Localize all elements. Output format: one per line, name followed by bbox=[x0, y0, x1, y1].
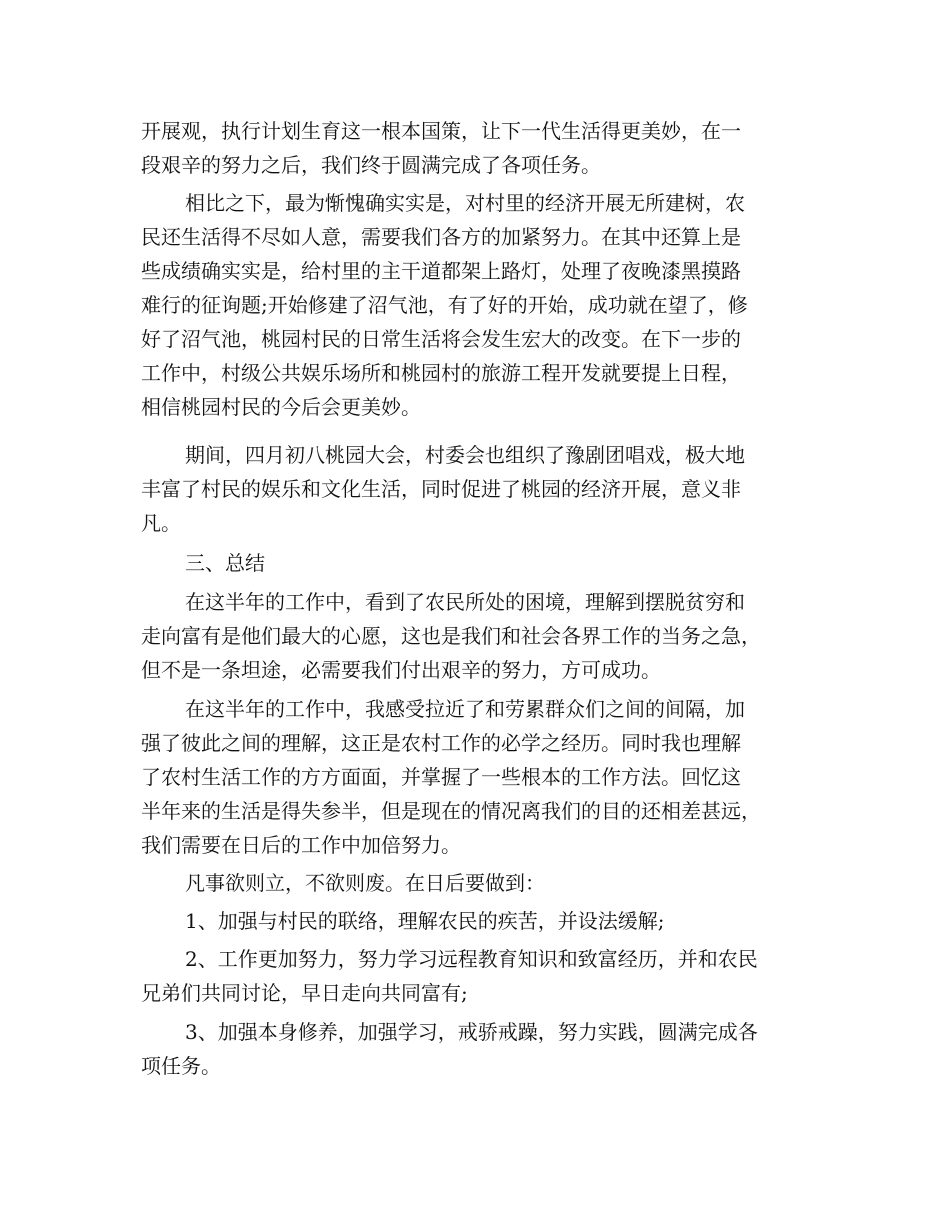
text-line: 段艰辛的努力之后，我们终于圆满完成了各项任务。 bbox=[141, 153, 601, 177]
text-line: 相信桃园村民的今后会更美妙。 bbox=[141, 395, 421, 419]
text-line: 走向富有是他们最大的心愿，这也是我们和社会各界工作的当务之急， bbox=[141, 624, 761, 648]
text-line: 丰富了村民的娱乐和文化生活，同时促进了桃园的经济开展，意义非 bbox=[141, 477, 741, 501]
list-item-continuation: 项任务。 bbox=[141, 1054, 221, 1078]
text-line: 在这半年的工作中，看到了农民所处的困境，理解到摆脱贫穷和 bbox=[185, 590, 745, 614]
text-line: 好了沼气池，桃园村民的日常生活将会发生宏大的改变。在下一步的 bbox=[141, 327, 741, 351]
text-line: 凡。 bbox=[141, 511, 181, 535]
text-line: 期间，四月初八桃园大会，村委会也组织了豫剧团唱戏，极大地 bbox=[185, 443, 745, 467]
text-line: 相比之下，最为惭愧确实实是，对村里的经济开展无所建树，农 bbox=[185, 191, 745, 215]
text-line: 但不是一条坦途，必需要我们付出艰辛的努力，方可成功。 bbox=[141, 658, 661, 682]
text-line: 了农村生活工作的方方面面，并掌握了一些根本的工作方法。回忆这 bbox=[141, 765, 741, 789]
list-item: 2、工作更加努力，努力学习远程教育知识和致富经历，并和农民 bbox=[185, 947, 758, 971]
text-line: 开展观，执行计划生育这一根本国策，让下一代生活得更美妙，在一 bbox=[141, 119, 741, 143]
text-line: 半年来的生活是得失参半，但是现在的情况离我们的目的还相差甚远， bbox=[141, 799, 761, 823]
text-line: 工作中，村级公共娱乐场所和桃园村的旅游工程开发就要提上日程， bbox=[141, 361, 741, 385]
text-line: 些成绩确实实是，给村里的主干道都架上路灯，处理了夜晚漆黑摸路 bbox=[141, 259, 741, 283]
text-line: 我们需要在日后的工作中加倍努力。 bbox=[141, 833, 461, 857]
text-line: 在这半年的工作中，我感受拉近了和劳累群众们之间的间隔，加 bbox=[185, 697, 745, 721]
section-heading: 三、总结 bbox=[185, 551, 265, 575]
text-line: 凡事欲则立，不欲则废。在日后要做到： bbox=[185, 871, 545, 895]
list-item-continuation: 兄弟们共同讨论，早日走向共同富有; bbox=[141, 981, 468, 1005]
list-item: 3、加强本身修养，加强学习，戒骄戒躁，努力实践，圆满完成各 bbox=[185, 1020, 758, 1044]
text-line: 强了彼此之间的理解，这正是农村工作的必学之经历。同时我也理解 bbox=[141, 731, 741, 755]
text-line: 民还生活得不尽如人意，需要我们各方的加紧努力。在其中还算上是 bbox=[141, 225, 741, 249]
list-item: 1、加强与村民的联络，理解农民的疾苦，并设法缓解; bbox=[185, 909, 665, 933]
text-line: 难行的征询题;开始修建了沼气池，有了好的开始，成功就在望了，修 bbox=[141, 293, 748, 317]
